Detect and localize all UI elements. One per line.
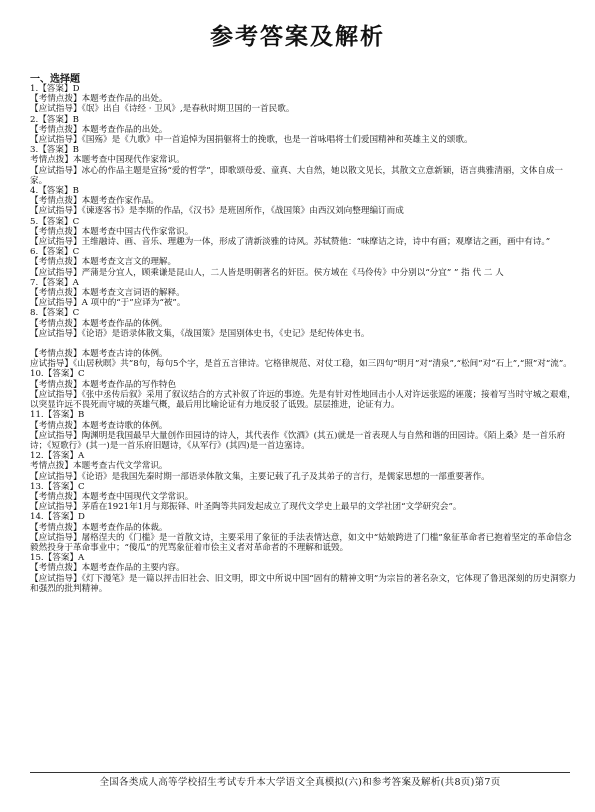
answer-explanation: 【考情点拨】本题考查作品的出处。 (30, 124, 168, 135)
answer-item (30, 247, 578, 278)
answer-explanation: 【考情点拨】本题考查诗歌的体例。 (30, 420, 168, 431)
answer-explanation: 【应试指导】屠格涅夫的《门槛》是一首散文诗，主要采用了象征的手法表情达意，如文中“姑娘跨进了门槛”象征革命者已抱着坚定的革命信念毅然投身于革命事业中；“傻瓜”的咒骂象征着市侩主义者对革命者的不理解和诋毁。 (30, 532, 572, 553)
answer-explanation: 【应试指导】A 项中的“于”应译为“被”。 (30, 298, 186, 309)
answer-key: 14.【答案】D (30, 512, 85, 523)
answer-explanation: 【应试指导】《氓》出自《诗经 · 卫风》,是春秋时期卫国的一首民歌。 (30, 104, 295, 115)
answer-explanation: 【应试指导】王维融诗、画、音乐、理趣为一体，形成了清新淡雅的诗风。苏轼赞他：“味摩诘之诗，诗中有画；观摩诘之画，画中有诗。” (30, 237, 551, 248)
answer-item (30, 308, 578, 369)
answer-list (30, 84, 578, 594)
answer-key: 5.【答案】C (30, 216, 80, 227)
answer-explanation: 【考情点拨】本题考查中国现代文学常识。 (30, 491, 194, 502)
answer-explanation: 【考情点拨】本题考查作家作品。 (30, 196, 159, 207)
answer-key: 11.【答案】B (30, 410, 85, 421)
answer-item (30, 145, 578, 186)
answer-explanation: 【考情点拨】本题考查作品的主要内容。 (30, 563, 185, 574)
answer-item (30, 84, 578, 115)
answer-explanation: 【应试指导】《灯下漫笔》是一篇以抨击旧社会、旧文明，即文中所说中国“固有的精神文明”为宗旨的著名杂文，它体现了鲁迅深刻的历史洞察力和强烈的批判精神。 (30, 573, 576, 594)
page-footer: 全国各类成人高等学校招生考试专升本大学语文全真模拟(六)和参考答案及解析(共8页)第7页 (30, 772, 570, 788)
answer-explanation: 【应试指导】《国殇》是《九歌》中一首追悼为国捐躯将士的挽歌，也是一首咏唱将士们爱国精神和英雄主义的颂歌。 (30, 135, 473, 146)
answer-explanation: 【考情点拨】本题考查作品的写作特色 (30, 379, 177, 390)
answer-item (30, 369, 578, 410)
answer-item (30, 186, 578, 217)
answer-key: 1.【答案】D (30, 84, 80, 94)
answer-key: 6.【答案】C (30, 247, 80, 258)
answer-explanation: 【考情点拨】本题考查中国古代作家常识。 (30, 226, 194, 237)
answer-explanation: 【应试指导】《谏逐客书》是李斯的作品，《汉书》是班固所作，《战国策》由西汉刘向整理编订而成 (30, 206, 404, 217)
answer-explanation: 【考情点拨】本题考查作品的体裁。 (30, 522, 168, 533)
answer-item (30, 278, 578, 309)
answer-explanation (30, 339, 578, 349)
answer-item (30, 451, 578, 482)
page-title: 参考答案及解析 (210, 23, 385, 50)
answer-key: 13.【答案】C (30, 481, 85, 492)
answer-key: 4.【答案】B (30, 186, 79, 197)
answer-item (30, 115, 578, 146)
answer-explanation: 【应试指导】陶渊明是我国最早大量创作田园诗的诗人，其代表作《饮酒》(其五)就是一首表现人与自然和谐的田园诗。《陌上桑》是一首乐府诗；《短歌行》(其一)是一首乐府旧题诗，《从军行》(其四)是一首边塞诗。 (30, 430, 566, 451)
answer-explanation: 【应试指导】严蒲是分宜人，顾乘谦是昆山人，二人皆是明朝著名的奸臣。侯方域在《马伶传》中分别以“分宜” ” 指 代 二 人 (30, 267, 504, 278)
answer-explanation: 【应试指导】茅盾在1921年1月与郑振铎、叶圣陶等共同发起成立了现代文学史上最早的文学社团“文学研究会”。 (30, 502, 462, 513)
answer-explanation: 【应试指导】《论语》是我国先秦时期一部语录体散文集，主要记载了孔子及其弟子的言行，是儒家思想的一部重要著作。 (30, 471, 490, 482)
answer-explanation: 考情点拨】本题考查中国现代作家常识。 (30, 155, 185, 166)
answer-key: 12.【答案】A (30, 451, 85, 462)
answer-explanation: 【应试指导】《论语》是语录体散文集，《战国策》是国别体史书，《史记》是纪传体史书。 (30, 328, 370, 339)
answer-item (30, 482, 578, 513)
answer-key: 7.【答案】A (30, 277, 79, 288)
answer-item (30, 410, 578, 451)
answer-explanation: 【考情点拨】本题考查文言词语的解释。 (30, 288, 185, 299)
answer-explanation: 考情点拨】本题考查古代文学常识。 (30, 461, 168, 472)
answer-key: 2.【答案】B (30, 114, 79, 125)
answer-key: 10.【答案】C (30, 369, 85, 380)
answer-explanation: 应试指导】《山居秋暝》共”8句，每句5个字，是首五言律诗。它格律规范、对仗工稳，如三四句“明月”对“清泉”,“松间”对“石上”,“照”对“流”。 (30, 359, 572, 370)
answer-explanation: 【考情点拨】本题考查作品的体例。 (30, 318, 168, 329)
answer-item (30, 553, 578, 594)
answer-item (30, 217, 578, 248)
answer-explanation: 【考情点拨】本题考查古诗的体例。 (30, 349, 168, 360)
answer-explanation: 【考情点拨】本题考查作品的出处。 (30, 94, 168, 105)
answer-explanation: 【应试指导】《张中丞传后叙》采用了叙议结合的方式补叙了许远的事迹。先是有针对性地回击小人对许远张巡的诬蔑；接着写当时守城之艰难，以突显许远不畏死而守城的英雄气概，最后用比喻论证有力地反驳了诋毁。层层推进，论证有力。 (30, 389, 576, 411)
answer-key: 8.【答案】C (30, 308, 80, 319)
answer-item (30, 512, 578, 553)
answer-explanation: 【考情点拨】本题考查文言文的理解。 (30, 257, 177, 268)
answer-key: 3.【答案】B (30, 145, 79, 156)
answer-explanation: 【应试指导】冰心的作品主题是宣扬“爱的哲学”，即歌颂母爱、童真、大自然，她以散文见长，其散文立意新颖，语言典雅清丽，文体自成一家。 (30, 165, 564, 186)
answer-key: 15.【答案】A (30, 553, 85, 564)
section-title: 一、选择题 (30, 74, 80, 85)
